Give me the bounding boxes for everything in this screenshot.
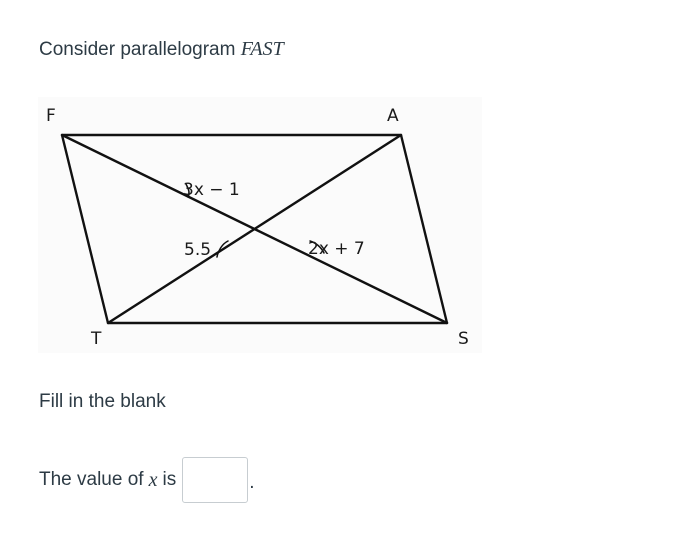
diagonal-at (108, 135, 401, 323)
vertex-label-a: A (387, 106, 399, 126)
segment-label-lower-left: 5.5 (184, 240, 212, 260)
instructions: Fill in the blank (39, 391, 166, 412)
question-prompt (39, 37, 284, 62)
answer-variable: x (148, 468, 158, 491)
vertex-label-f: F (46, 106, 56, 126)
parallelogram-figure (38, 97, 482, 353)
answer-input[interactable] (182, 457, 248, 503)
answer-suffix: . (249, 472, 255, 493)
vertex-label-t: T (91, 329, 102, 349)
parallelogram-diagram (38, 97, 482, 353)
segment-label-lower-right: 2x + 7 (308, 239, 365, 259)
answer-mid-text: is (162, 469, 177, 490)
prompt-text: Consider parallelogram (39, 39, 236, 60)
answer-prefix: The value of (39, 469, 144, 490)
prompt-math: FAST (240, 38, 284, 60)
vertex-label-s: S (458, 329, 469, 349)
answer-row (39, 456, 254, 504)
segment-label-upper-left: 3x − 1 (183, 180, 240, 200)
